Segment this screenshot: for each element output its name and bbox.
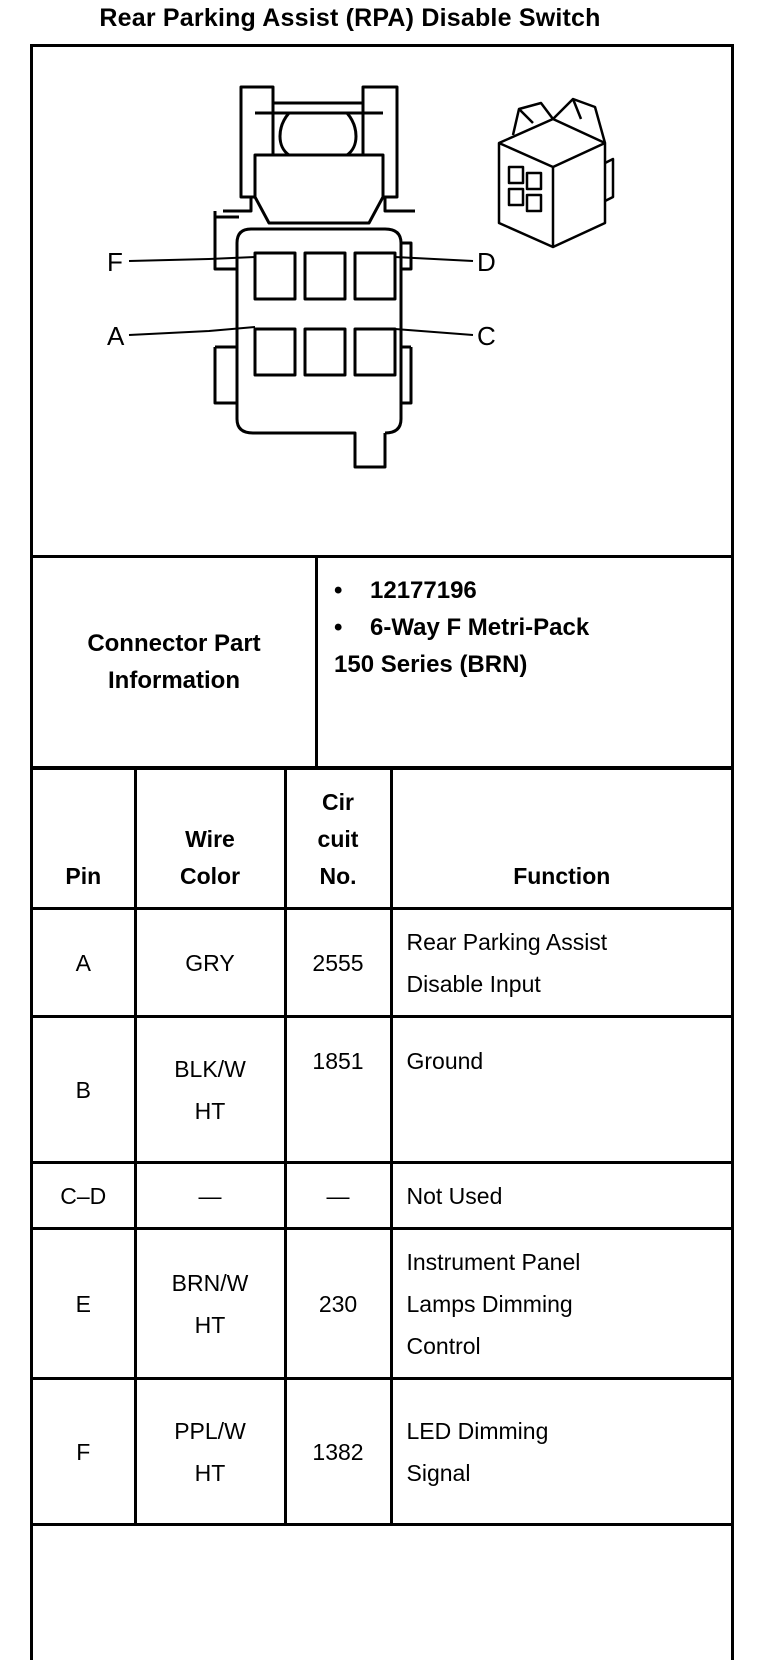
function-cell: Not Used (391, 1163, 731, 1229)
pin-label-d: D (477, 247, 496, 277)
function-cell: LED Dimming Signal (391, 1379, 731, 1525)
connector-series: 150 Series (BRN) (334, 651, 528, 678)
circuit-cell: 2555 (285, 909, 391, 1017)
connector-info-label-line: Connector Part (87, 630, 261, 657)
part-number: 12177196 (370, 577, 477, 604)
connector-description: 6-Way F Metri-Pack (370, 614, 590, 641)
circuit-cell: 1382 (285, 1379, 391, 1525)
connector-face-diagram (33, 47, 731, 555)
connector-diagram-area (33, 47, 731, 558)
function-cell: Rear Parking Assist Disable Input (391, 909, 731, 1017)
pin-label-f: F (107, 247, 123, 277)
part-number-line (334, 572, 719, 609)
connector-info-value (317, 558, 732, 768)
function-cell: Ground (391, 1017, 731, 1163)
header-function: Function (391, 769, 731, 909)
pin-cell: E (33, 1229, 135, 1379)
table-row (33, 1017, 731, 1163)
pin-cell: C–D (33, 1163, 135, 1229)
bullet-icon: • (334, 614, 343, 641)
function-cell: Instrument Panel Lamps Dimming Control (391, 1229, 731, 1379)
circuit-cell: — (285, 1163, 391, 1229)
wire-color-cell: BRN/W HT (135, 1229, 285, 1379)
header-circuit-number: Cir cuit No. (285, 769, 391, 909)
connector-info-table (33, 558, 731, 769)
pin-label-a: A (107, 321, 125, 351)
header-pin: Pin (33, 769, 135, 909)
wire-color-cell: BLK/W HT (135, 1017, 285, 1163)
pin-label-c: C (477, 321, 496, 351)
wire-color-cell: — (135, 1163, 285, 1229)
table-row (33, 909, 731, 1017)
wire-color-cell: PPL/W HT (135, 1379, 285, 1525)
circuit-cell: 230 (285, 1229, 391, 1379)
table-row (33, 1163, 731, 1229)
pin-cell: B (33, 1017, 135, 1163)
header-wire-color: Wire Color (135, 769, 285, 909)
pinout-header-row (33, 769, 731, 909)
pin-cell: F (33, 1379, 135, 1525)
table-row (33, 1379, 731, 1525)
connector-info-label-line: Information (108, 667, 240, 694)
bullet-icon: • (334, 577, 343, 604)
page-title: Rear Parking Assist (RPA) Disable Switch (99, 4, 601, 32)
pinout-table (33, 767, 731, 1526)
table-row (33, 1229, 731, 1379)
connector-description-line (334, 609, 719, 646)
connector-document-frame (30, 44, 734, 1660)
pin-cell: A (33, 909, 135, 1017)
wire-color-cell: GRY (135, 909, 285, 1017)
circuit-cell: 1851 (285, 1017, 391, 1163)
connector-info-label (33, 558, 317, 768)
